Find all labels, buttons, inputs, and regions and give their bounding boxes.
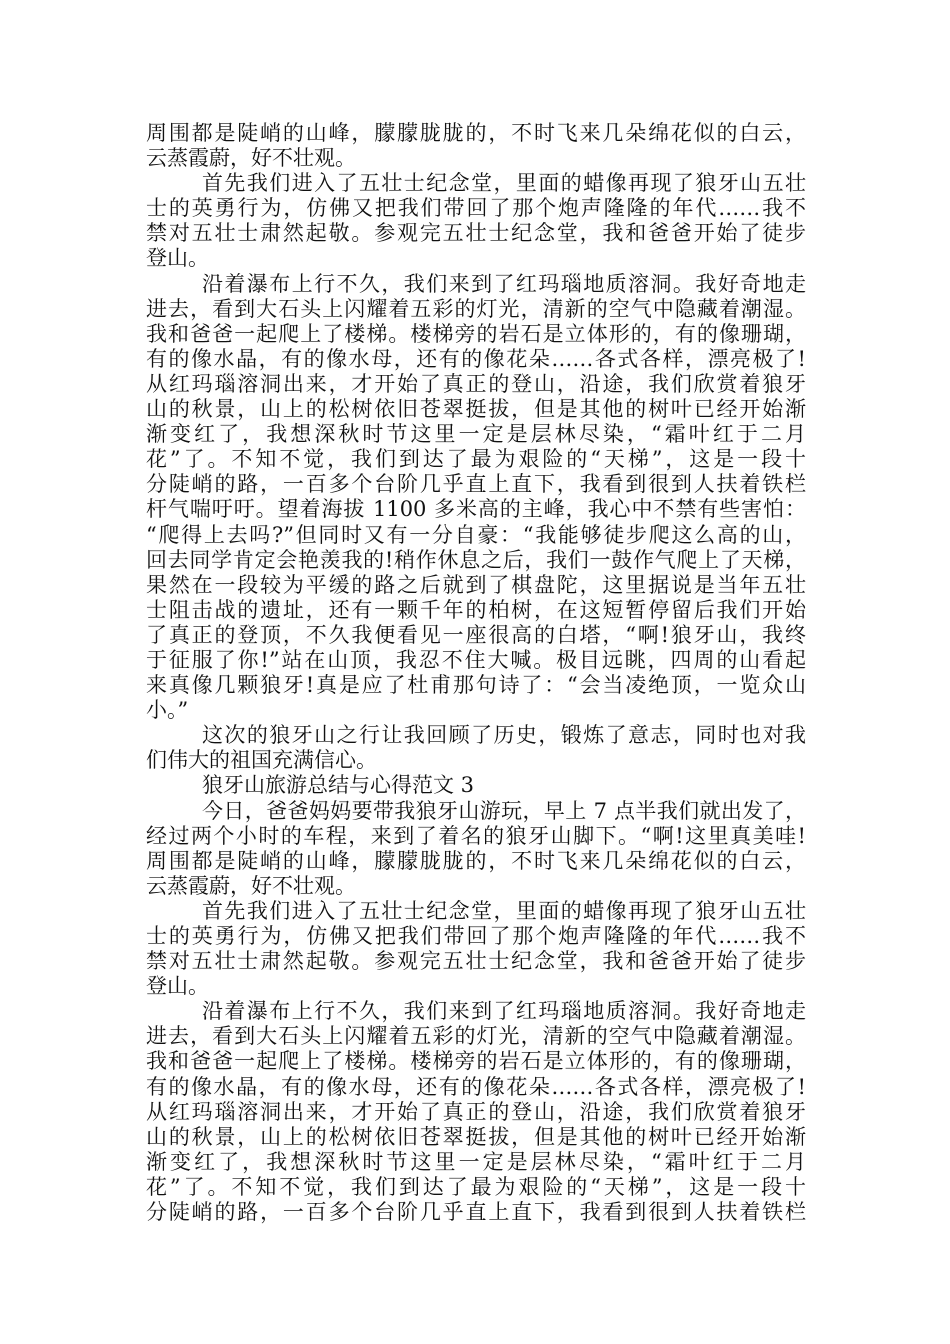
text-line: 分陡峭的路，一百多个台阶几乎直上直下，我看到很到人扶着铁栏: [146, 472, 806, 497]
text-line: 花”了。不知不觉，我们到达了最为艰险的“天梯”，这是一段十: [146, 1174, 806, 1199]
text-line: 渐变红了，我想深秋时节这里一定是层林尽染，“霜叶红于二月: [146, 422, 806, 447]
text-line: 从红玛瑙溶洞出来，才开始了真正的登山，沿途，我们欣赏着狼牙: [146, 1099, 806, 1124]
text-line: 今日，爸爸妈妈要带我狼牙山游玩，早上 7 点半我们就出发了，: [202, 798, 806, 823]
text-line: 沿着瀑布上行不久，我们来到了红玛瑙地质溶洞。我好奇地走: [202, 271, 806, 296]
text-line: 禁对五壮士肃然起敬。参观完五壮士纪念堂，我和爸爸开始了徒步: [146, 949, 806, 974]
text-line: 来真像几颗狼牙!真是应了杜甫那句诗了：“会当凌绝顶，一览众山: [146, 673, 806, 698]
text-line: 于征服了你!”站在山顶，我忍不住大喊。极目远眺，四周的山看起: [146, 647, 806, 672]
document-page: [146, 121, 806, 1225]
text-line: 从红玛瑙溶洞出来，才开始了真正的登山，沿途，我们欣赏着狼牙: [146, 371, 806, 396]
text-line: 果然在一段较为平缓的路之后就到了棋盘陀，这里据说是当年五壮: [146, 572, 806, 597]
text-line: 杆气喘吁吁。望着海拔 1100 多米高的主峰，我心中不禁有些害怕：: [146, 497, 806, 522]
text-line: 这次的狼牙山之行让我回顾了历史，锻炼了意志，同时也对我: [202, 723, 806, 748]
text-line: 云蒸霞蔚，好不壮观。: [146, 873, 356, 898]
text-line: 进去，看到大石头上闪耀着五彩的灯光，清新的空气中隐藏着潮湿。: [146, 296, 806, 321]
text-line: 了真正的登顶，不久我便看见一座很高的白塔，“啊!狼牙山，我终: [146, 622, 806, 647]
text-line: 周围都是陡峭的山峰，朦朦胧胧的，不时飞来几朵绵花似的白云，: [146, 121, 806, 145]
text-line: 我和爸爸一起爬上了楼梯。楼梯旁的岩石是立体形的，有的像珊瑚，: [146, 321, 806, 346]
text-line: 回去同学肯定会艳羡我的!稍作休息之后，我们一鼓作气爬上了天梯，: [146, 547, 806, 572]
section-heading: 狼牙山旅游总结与心得范文 3: [202, 773, 475, 798]
text-line: “爬得上去吗?”但同时又有一分自豪：“我能够徒步爬这么高的山，: [146, 522, 806, 547]
text-line: 士的英勇行为，仿佛又把我们带回了那个炮声隆隆的年代……我不: [146, 924, 806, 948]
text-line: 山的秋景，山上的松树依旧苍翠挺拔，但是其他的树叶已经开始渐: [146, 1124, 806, 1149]
text-line: 花”了。不知不觉，我们到达了最为艰险的“天梯”，这是一段十: [146, 447, 806, 472]
text-line: 周围都是陡峭的山峰，朦朦胧胧的，不时飞来几朵绵花似的白云，: [146, 848, 806, 873]
text-line: 山的秋景，山上的松树依旧苍翠挺拔，但是其他的树叶已经开始渐: [146, 397, 806, 422]
text-line: 分陡峭的路，一百多个台阶几乎直上直下，我看到很到人扶着铁栏: [146, 1200, 806, 1225]
text-line: 我和爸爸一起爬上了楼梯。楼梯旁的岩石是立体形的，有的像珊瑚，: [146, 1049, 806, 1074]
text-line: 首先我们进入了五壮士纪念堂，里面的蜡像再现了狼牙山五壮: [202, 171, 806, 196]
text-line: 渐变红了，我想深秋时节这里一定是层林尽染，“霜叶红于二月: [146, 1149, 806, 1174]
text-line: 们伟大的祖国充满信心。: [146, 748, 377, 773]
text-line: 禁对五壮士肃然起敬。参观完五壮士纪念堂，我和爸爸开始了徒步: [146, 221, 806, 246]
text-line: 士阻击战的遗址，还有一颗千年的柏树，在这短暂停留后我们开始: [146, 597, 806, 622]
text-line: 士的英勇行为，仿佛又把我们带回了那个炮声隆隆的年代……我不: [146, 196, 806, 221]
text-line: 首先我们进入了五壮士纪念堂，里面的蜡像再现了狼牙山五壮: [202, 898, 806, 923]
text-line: 有的像水晶，有的像水母，还有的像花朵……各式各样，漂亮极了!: [146, 346, 806, 371]
text-line: 进去，看到大石头上闪耀着五彩的灯光，清新的空气中隐藏着潮湿。: [146, 1024, 806, 1049]
text-line: 沿着瀑布上行不久，我们来到了红玛瑙地质溶洞。我好奇地走: [202, 999, 806, 1024]
text-line: 经过两个小时的车程，来到了着名的狼牙山脚下。“啊!这里真美哇!: [146, 823, 806, 848]
text-line: 有的像水晶，有的像水母，还有的像花朵……各式各样，漂亮极了!: [146, 1074, 806, 1099]
text-line: 小。”: [146, 698, 189, 723]
text-line: 登山。: [146, 246, 209, 271]
text-line: 云蒸霞蔚，好不壮观。: [146, 146, 356, 171]
text-line: 登山。: [146, 974, 209, 999]
